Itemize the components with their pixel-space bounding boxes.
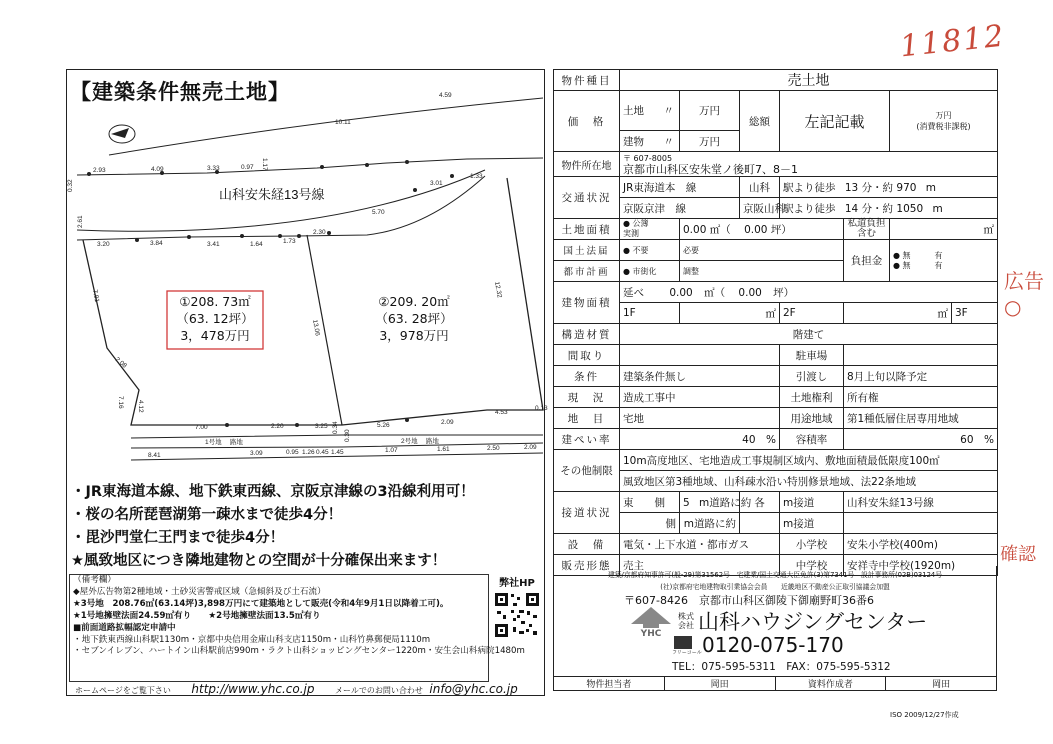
land-right-header: 土地権利 xyxy=(780,387,844,408)
lot1-tsubo: （63. 12坪） xyxy=(176,311,254,326)
price-land-row xyxy=(620,91,680,131)
dim-label: 3.01 xyxy=(430,180,443,187)
toshi-chousei: 調整 xyxy=(680,261,844,282)
other-limits-2: 風致地区第3種地域、山科疎水沿い特別修景地域、法22条地域 xyxy=(620,471,998,492)
remarks-line: ■前面道路拡幅認定申請中 xyxy=(73,622,176,633)
delivery-value: 8月上旬以降予定 xyxy=(844,366,998,387)
sales-form-header: 販売形態 xyxy=(554,555,620,576)
maker-header: 資料作成者 xyxy=(775,677,886,691)
futan-yes-2: 有 xyxy=(934,260,943,270)
dim-label: 1.26 xyxy=(302,449,315,456)
road-1-width xyxy=(680,492,752,513)
dim-label: 1.64 xyxy=(250,241,263,248)
price-land-label: 土地 xyxy=(623,105,644,117)
road-1-length: 各 xyxy=(740,492,780,513)
floor-1-label: 1F xyxy=(620,303,680,324)
land-area-sqm-unit: ㎡（ xyxy=(709,223,731,236)
dim-label: 1.61 xyxy=(437,446,450,453)
futan-header: 負担金 xyxy=(844,240,890,282)
far-header: 容積率 xyxy=(780,429,844,450)
company-logo xyxy=(628,606,674,639)
price-bldg-row xyxy=(620,131,680,152)
zoning-header: 用途地域 xyxy=(780,408,844,429)
license-line-1: 建築/京都府知事許可(般-29)第31562号 宅建業/国土交通大臣免許(3)第7341号 設計事務所(02B)03124号 xyxy=(607,571,943,579)
price-bldg-label: 建物 xyxy=(623,135,644,148)
elementary-value: 安朱小学校(400m) xyxy=(844,534,998,555)
private-road-includes: 含む xyxy=(856,228,876,239)
price-land-unit: 万円 xyxy=(680,91,740,131)
spec-table xyxy=(553,69,998,576)
lot2-area: ②209. 20㎡ xyxy=(378,294,450,309)
transport-2-walk xyxy=(780,198,998,219)
dim-label: 2.09 xyxy=(524,444,537,451)
dim-label: 4.59 xyxy=(439,92,452,99)
company-kabushiki: 株式会社 xyxy=(678,612,694,630)
floor-3-label: 3F xyxy=(952,303,998,324)
footer xyxy=(553,676,997,691)
futan-yes: 有 xyxy=(934,250,943,260)
road-edge-north xyxy=(109,98,543,155)
remarks-line: ・地下鉄東西線山科駅1130m・京都中央信用金庫山科支店1150m・山科竹鼻郵便局1110m xyxy=(73,634,431,645)
bldg-area-sqm: 0.00 xyxy=(669,286,693,299)
road-2-width: m道路に約 xyxy=(680,513,740,534)
freedial-label: フリーコール xyxy=(672,650,702,656)
road-2-contact: m接道 xyxy=(780,513,844,534)
zoning-value: 第1種低層住居専用地域 xyxy=(844,408,998,429)
transport-1-line: JR東海道本 線 xyxy=(620,177,740,198)
tel-fax: TEL：075-595-5311 FAX：075-595-5312 xyxy=(672,661,891,673)
private-road-label: 私道負担 xyxy=(847,218,886,229)
floor-2-label: 2F xyxy=(780,303,844,324)
freedial-number[interactable]: 0120-075-170 xyxy=(702,633,844,657)
dim-label: 5.26 xyxy=(377,422,390,429)
handwritten-number: 11812 xyxy=(898,18,1007,65)
license-line-2: (社)京都府宅地建物取引業協会会員 近畿地区不動産公正取引協議会加盟 xyxy=(660,583,890,591)
futan-none-2: ● 無 xyxy=(893,260,911,270)
floor-2-value: ㎡ xyxy=(844,303,952,324)
lot2-info xyxy=(359,293,469,344)
dim-label: 7.00 xyxy=(195,424,208,431)
road-access-header: 接道状況 xyxy=(554,492,620,534)
agent-header: 物件担当者 xyxy=(554,677,665,691)
handwritten-note-check: 確認 xyxy=(1000,544,1036,565)
equipment-value: 電気・上下水道・都市ガス xyxy=(620,534,780,555)
dim-label: 2.50 xyxy=(487,445,500,452)
company-name: 山科ハウジングセンター xyxy=(698,610,928,634)
dim-label: 7.16 xyxy=(117,396,124,409)
dim-label: 2.09 xyxy=(441,419,454,426)
transport-header: 交通状況 xyxy=(554,177,620,219)
dim-label: 2.93 xyxy=(93,167,106,174)
junior-high-header: 中学校 xyxy=(780,555,844,576)
land-area-basis xyxy=(620,219,680,240)
structure-value: 階建て xyxy=(620,324,998,345)
bldg-area-header: 建物面積 xyxy=(554,282,620,324)
remarks-line: ★1号地擁壁法面24.59㎡有り ★2号地擁壁法面13.5㎡有り xyxy=(73,610,321,621)
mail-label: メールでのお問い合わせ xyxy=(335,686,423,695)
futan-none: ● 無 xyxy=(893,250,911,260)
lot1-info xyxy=(167,293,263,344)
land-area-jissoku: 実測 xyxy=(623,229,639,238)
dim-label: 3.09 xyxy=(250,450,263,457)
dim-label: 0.13 xyxy=(535,405,548,412)
feature-2: ・桜の名所琵琶湖第一疎水まで徒歩4分！ xyxy=(71,507,343,523)
dim-label: 2.61 xyxy=(77,215,84,228)
transport-1-walk-label: 駅より徒歩 xyxy=(783,181,836,194)
structure-header: 構造材質 xyxy=(554,324,620,345)
bottom-road-2 xyxy=(131,443,543,448)
type-value: 売土地 xyxy=(620,70,998,91)
transport-1-station: 山科 xyxy=(740,177,780,198)
price-bldg-unit: 万円 xyxy=(680,131,740,152)
road-1-name: 山科安朱経13号線 xyxy=(844,492,998,513)
lot-divider xyxy=(307,235,342,425)
zip-code: 〒 607-8005 xyxy=(623,154,673,163)
total-value: 左記記載 xyxy=(780,91,890,152)
dim-label: 4.53 xyxy=(495,409,508,416)
qr-code-icon[interactable] xyxy=(493,591,541,639)
kokudo-hitsuyou: 必要 xyxy=(680,240,844,261)
road-1-side: 東 側 xyxy=(620,492,680,513)
contact-line xyxy=(69,682,542,696)
dim-label: 0.97 xyxy=(241,164,254,171)
land-right-value: 所有権 xyxy=(844,387,998,408)
transport-2-walk-label: 駅より徒歩 xyxy=(783,202,836,215)
dim-label: 0.95 xyxy=(286,449,299,456)
email-link[interactable]: info@yhc.co.jp xyxy=(429,682,518,696)
other-limits-header: その他制限 xyxy=(554,450,620,492)
parking-header: 駐車場 xyxy=(780,345,844,366)
dim-label: 0.45 xyxy=(316,449,329,456)
total-unit: 万円 xyxy=(935,111,952,120)
lot1-road-label: 1号地 路地 xyxy=(205,439,243,446)
dim-label: 0.30 xyxy=(344,429,351,442)
remarks-line: （備考欄） xyxy=(73,575,116,585)
lot2-tsubo: （63. 28坪） xyxy=(375,311,453,326)
dim-label: 1.45 xyxy=(331,449,344,456)
dim-label: 3.41 xyxy=(207,241,220,248)
property-spec-sheet xyxy=(553,69,997,572)
dim-label: 1.73 xyxy=(283,238,296,245)
transport-1-walk xyxy=(780,177,998,198)
transport-1-unit: m xyxy=(925,181,937,194)
private-road-value: ㎡ xyxy=(890,219,998,240)
price-header: 価 格 xyxy=(554,91,620,152)
bottom-road-1 xyxy=(131,435,543,438)
layout-header: 間取り xyxy=(554,345,620,366)
total-header: 総額 xyxy=(740,91,780,152)
address-value: 京都市山科区安朱堂ノ後町7、8－1 xyxy=(623,163,798,176)
chimoku-header: 地 目 xyxy=(554,408,620,429)
junior-high-value: 安祥寺中学校(1920m) xyxy=(844,555,998,576)
dim-label: 0.34 xyxy=(332,421,339,434)
dim-label: 3.25 xyxy=(315,423,328,430)
property-flyer-panel xyxy=(66,69,548,696)
bcr-header: 建ぺい率 xyxy=(554,429,620,450)
land-area-sqm: 0.00 xyxy=(683,223,707,236)
parking-value xyxy=(844,345,998,366)
equipment-header: 設 備 xyxy=(554,534,620,555)
toshi-header: 都市計画 xyxy=(554,261,620,282)
lot2-road-label: 2号地 路地 xyxy=(401,438,439,445)
dim-label: 7.91 xyxy=(91,289,101,303)
toshi-shigai: ● 市街化 xyxy=(620,261,680,282)
remarks-line: ・セブンイレブン、ハートイン山科駅前店990m・ラクト山科ショッピングセンター1220m・安生会山科病院1480m xyxy=(73,646,525,657)
handwritten-note-ad: 広告 ○ xyxy=(1004,269,1044,319)
dim-label: 8.41 xyxy=(148,452,161,459)
road-2-side: 側 xyxy=(620,513,680,534)
transport-2-line: 京阪京津 線 xyxy=(620,198,740,219)
agent-value: 岡田 xyxy=(664,677,775,691)
dim-label: 10.11 xyxy=(335,119,351,126)
type-header: 物件種目 xyxy=(554,70,620,91)
road-2-name xyxy=(844,513,998,534)
transport-2-unit: m xyxy=(932,202,943,215)
qr-label: 弊社HP xyxy=(499,578,535,589)
kokudo-fuyou: ● 不要 xyxy=(620,240,680,261)
feature-4: ★風致地区につき隣地建物との空間が十分確保出来ます！ xyxy=(71,553,447,569)
address-header: 物件所在地 xyxy=(554,152,620,177)
land-area-header: 土地面積 xyxy=(554,219,620,240)
qr-code-area xyxy=(491,574,543,682)
road-edge-main-2 xyxy=(77,176,485,240)
condition-header: 条件 xyxy=(554,366,620,387)
flyer-title: 【建築条件無売土地】 xyxy=(70,80,290,104)
kokudo-header: 国土法届 xyxy=(554,240,620,261)
sales-form-value: 売主 xyxy=(620,555,780,576)
far-value: 60 % xyxy=(844,429,998,450)
transport-1-minutes: 13 xyxy=(844,181,859,194)
bldg-area-tsubo: 0.00 xyxy=(738,286,762,299)
bldg-area-tsubo-unit: 坪） xyxy=(773,286,795,299)
bldg-area-nobe: 延べ xyxy=(623,286,644,299)
tax-note: (消費税非課税) xyxy=(916,122,971,131)
layout-value xyxy=(620,345,780,366)
floor-1-value: ㎡ xyxy=(680,303,780,324)
company-block xyxy=(553,566,997,676)
company-address: 〒607-8426 京都市山科区御陵下御廟野町36番6 xyxy=(624,594,874,607)
price-land-value: 〃 xyxy=(663,105,674,117)
dim-label: 5.70 xyxy=(372,209,385,216)
status-header: 現 況 xyxy=(554,387,620,408)
condition-value: 建築条件無し xyxy=(620,366,780,387)
private-road-header xyxy=(844,219,890,240)
dim-label: 13.06 xyxy=(311,319,321,337)
land-area-value-cell xyxy=(680,219,844,240)
maker-value: 岡田 xyxy=(886,677,997,691)
road-1-contact: m接道 xyxy=(780,492,844,513)
freedial-icon xyxy=(674,636,692,649)
dim-label: 1.17 xyxy=(261,158,268,171)
road-1-width-unit: m道路に約 xyxy=(699,496,752,509)
dim-label: 2.08 xyxy=(113,356,128,370)
dim-label: 4.09 xyxy=(151,166,164,173)
dim-label: 3.33 xyxy=(207,165,220,172)
land-area-tsubo: 0.00 xyxy=(744,223,768,236)
delivery-header: 引渡し xyxy=(780,366,844,387)
lot2-price: 3，978万円 xyxy=(379,328,449,343)
homepage-label: ホームページをご覧下さい xyxy=(75,686,171,695)
transport-2-station: 京阪山科 xyxy=(740,198,780,219)
elementary-header: 小学校 xyxy=(780,534,844,555)
iso-note: ISO 2009/12/27作成 xyxy=(890,711,959,719)
address-cell xyxy=(620,152,998,177)
other-limits-1: 10m高度地区、宅地造成工事規制区域内、敷地面積最低限度100㎡ xyxy=(620,450,998,471)
house-logo-icon xyxy=(628,606,674,628)
land-area-tsubo-unit: 坪） xyxy=(770,223,792,236)
futan-options xyxy=(890,240,998,282)
price-bldg-value: 〃 xyxy=(663,135,674,148)
dim-label: 2.30 xyxy=(313,229,326,236)
dim-label: 0.32 xyxy=(67,179,74,192)
dim-label: 3.20 xyxy=(97,241,110,248)
footer-table xyxy=(553,676,997,691)
bldg-area-total xyxy=(620,282,998,303)
land-area-koubo: ● 公簿 xyxy=(623,219,649,228)
transport-2-distance: 分・約 1050 xyxy=(861,202,924,215)
transport-2-minutes: 14 xyxy=(844,202,859,215)
homepage-url-link[interactable]: http://www.yhc.co.jp xyxy=(191,682,315,696)
lot-outline xyxy=(83,178,543,425)
remarks-line: ★3号地 208.76㎡(63.14坪)3,898万円にて建築地として販売(令和4年9月1日以降着工可)。 xyxy=(73,598,449,609)
lot1-area: ①208. 73㎡ xyxy=(179,294,251,309)
road-2-length xyxy=(740,513,780,534)
dim-label: 2.20 xyxy=(271,423,284,430)
logo-text: YHC xyxy=(640,629,662,639)
feature-3: ・毘沙門堂仁王門まで徒歩4分！ xyxy=(71,530,285,546)
bcr-value: 40 % xyxy=(620,429,780,450)
chimoku-value: 宅地 xyxy=(620,408,780,429)
dim-label: 1.07 xyxy=(385,447,398,454)
freedial-mark xyxy=(672,636,702,656)
dim-label: 3.84 xyxy=(150,240,163,247)
lot1-price: 3，478万円 xyxy=(180,328,250,343)
remarks-line: ◆屋外広告物第2種地域・土砂災害警戒区域（急傾斜及び土石流） xyxy=(73,586,326,597)
feature-1: ・JR東海道本線、地下鉄東西線、京阪京津線の3沿線利用可！ xyxy=(71,484,475,500)
bldg-area-sqm-unit: ㎡（ xyxy=(704,286,726,299)
dim-label: 12.32 xyxy=(493,281,503,299)
road-name-label: 山科安朱経13号線 xyxy=(219,187,325,202)
transport-1-distance: 分・約 970 xyxy=(861,181,917,194)
dim-label: 4.12 xyxy=(137,400,144,413)
dim-label: 1.33 xyxy=(470,173,483,180)
status-value: 造成工事中 xyxy=(620,387,780,408)
road-1-width-value: 5 xyxy=(683,496,690,509)
north-arrow-icon xyxy=(111,128,129,138)
plot-map xyxy=(67,70,548,474)
total-unit-cell xyxy=(890,91,998,152)
